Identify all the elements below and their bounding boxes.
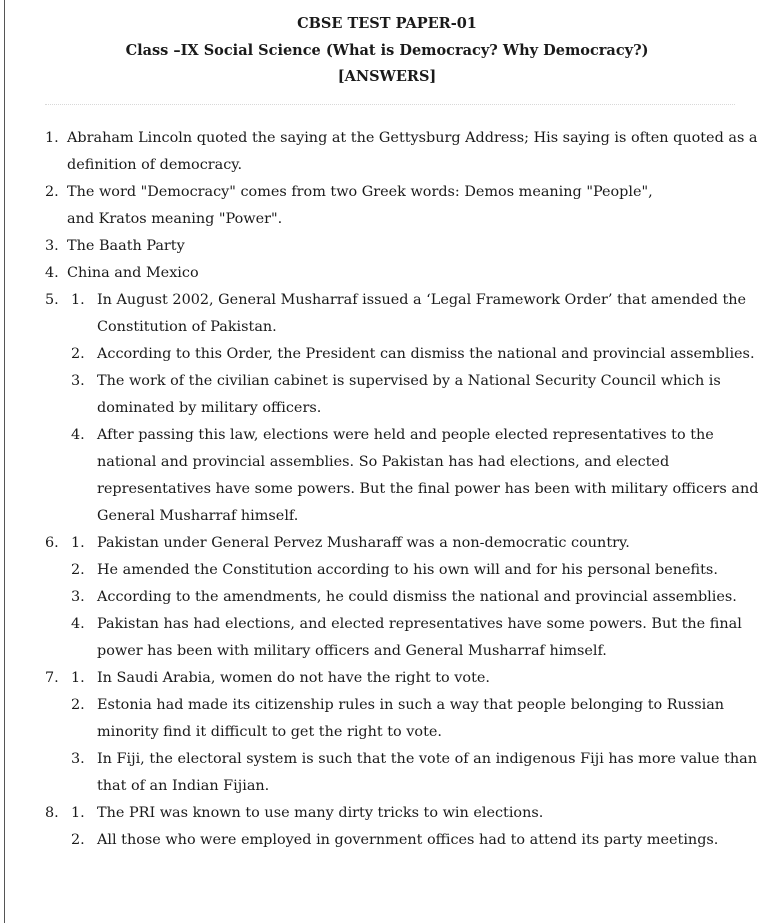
sub-answer	[67, 746, 765, 800]
sub-answer-text: According to this Order, the President can dismiss the national and provincial assemblies.	[97, 346, 755, 362]
sub-answer-text: He amended the Constitution according to his own will and for his personal benefits.	[97, 562, 718, 578]
sub-answer	[67, 287, 765, 341]
answer-number: 8.	[45, 805, 59, 821]
sub-answer	[67, 665, 765, 692]
sub-answer	[67, 341, 765, 368]
sub-answer-number: 2.	[71, 346, 85, 362]
sub-answer-number: 1.	[71, 292, 85, 308]
header-divider	[45, 104, 735, 105]
answer-item	[5, 125, 765, 179]
answer-item	[5, 287, 765, 530]
sub-answer-text: In Saudi Arabia, women do not have the right to vote.	[97, 670, 490, 686]
answer-item	[5, 800, 765, 854]
sub-answer-number: 2.	[71, 562, 85, 578]
answer-item	[5, 260, 765, 287]
answer-number: 6.	[45, 535, 59, 551]
sub-answer-number: 1.	[71, 535, 85, 551]
sub-answer	[67, 800, 765, 827]
sub-answer-text: Pakistan has had elections, and elected representatives have some powers. But the final power has been with military officers and General Musharraf himself.	[97, 616, 742, 659]
sub-answer	[67, 557, 765, 584]
sub-answer-number: 3.	[71, 589, 85, 605]
sub-answer-number: 4.	[71, 427, 85, 443]
paper-subtitle: Class –IX Social Science (What is Democracy? Why Democracy?)	[125, 42, 649, 59]
sub-answer	[67, 368, 765, 422]
sub-answer-number: 2.	[71, 832, 85, 848]
answer-number: 4.	[45, 265, 59, 281]
sub-answer-text: In Fiji, the electoral system is such that the vote of an indigenous Fiji has more value than that of an Indian Fijian.	[97, 751, 758, 794]
sub-answer-number: 3.	[71, 373, 85, 389]
answer-number: 3.	[45, 238, 59, 254]
sub-answer-text: The work of the civilian cabinet is supervised by a National Security Council which is dominated by military officers.	[97, 373, 721, 416]
sub-answer	[67, 692, 765, 746]
sub-answer-text: Estonia had made its citizenship rules in such a way that people belonging to Russian minority find it difficult to get the right to vote.	[97, 697, 725, 740]
answer-text: China and Mexico	[67, 265, 199, 281]
answer-item	[5, 530, 765, 665]
sub-answer	[67, 611, 765, 665]
answer-number: 1.	[45, 130, 59, 146]
answer-number: 7.	[45, 670, 59, 686]
sub-answer	[67, 827, 765, 854]
answer-number: 5.	[45, 292, 59, 308]
paper-title: CBSE TEST PAPER-01	[297, 15, 477, 32]
document-page	[4, 0, 768, 923]
sub-answer-text: In August 2002, General Musharraf issued a ‘Legal Framework Order’ that amended the Constitution of Pakistan.	[97, 292, 747, 335]
sub-answer-number: 1.	[71, 670, 85, 686]
answer-text: Abraham Lincoln quoted the saying at the Gettysburg Address; His saying is often quoted as a definition of democracy.	[67, 130, 758, 173]
answer-text: The word "Democracy" comes from two Greek words: Demos meaning "People", and Kratos meaning "Power".	[67, 184, 653, 227]
answer-item	[5, 665, 765, 800]
sub-answer-text: According to the amendments, he could dismiss the national and provincial assemblies.	[97, 589, 737, 605]
sub-answer-number: 2.	[71, 697, 85, 713]
sub-answer	[67, 584, 765, 611]
answer-list	[5, 125, 765, 854]
sub-answer	[67, 422, 765, 530]
sub-answer-number: 3.	[71, 751, 85, 767]
sub-answer-number: 1.	[71, 805, 85, 821]
answer-number: 2.	[45, 184, 59, 200]
answer-text: The Baath Party	[67, 238, 185, 254]
sub-answer-text: All those who were employed in government offices had to attend its party meetings.	[97, 832, 719, 848]
sub-answer	[67, 530, 765, 557]
answer-item	[5, 179, 765, 233]
answer-item	[5, 233, 765, 260]
sub-answer-text: The PRI was known to use many dirty tricks to win elections.	[97, 805, 544, 821]
sub-answer-text: Pakistan under General Pervez Musharaff was a non-democratic country.	[97, 535, 630, 551]
answers-heading: [ANSWERS]	[337, 68, 437, 85]
sub-answer-text: After passing this law, elections were held and people elected representatives to the national and provincial assemblies. So Pakistan has had elections, and elected representatives have some powers. But the final power has been with military officers and General Musharraf himself.	[97, 427, 759, 524]
sub-answer-number: 4.	[71, 616, 85, 632]
